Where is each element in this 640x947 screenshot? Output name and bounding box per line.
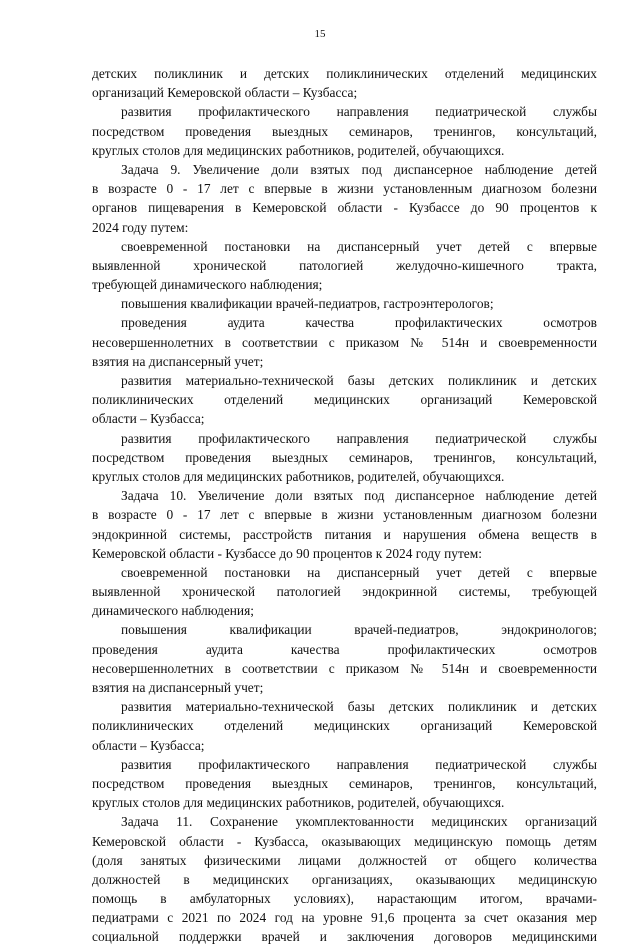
text-line: своевременной постановки на диспансерный учет детей с впервые	[121, 564, 597, 580]
text-line: в возрасте 0 - 17 лет с впервые в жизни установленным диагнозом болезни	[92, 181, 597, 197]
text-line: Задача 10. Увеличение доли взятых под диспансерное наблюдение детей	[121, 488, 597, 504]
text-line: выявленной хронической патологией желудочно-кишечного тракта,	[92, 257, 597, 273]
text-line: развития профилактического направления педиатрической службы	[121, 756, 597, 772]
text-line: Задача 9. Увеличение доли взятых под диспансерное наблюдение детей	[121, 161, 597, 177]
text-line: Кемеровской области - Кузбассе до 90 процентов к 2024 году путем:	[92, 545, 482, 561]
text-line: социальной поддержки врачей и заключения договоров медицинскими	[92, 929, 597, 945]
text-line: поликлинических отделений медицинских организаций Кемеровской	[92, 392, 597, 408]
text-line: круглых столов для медицинских работников, родителей, обучающихся.	[92, 142, 505, 158]
text-line: в возрасте 0 - 17 лет с впервые в жизни установленным диагнозом болезни	[92, 507, 597, 523]
text-line: проведения аудита качества профилактических осмотров	[121, 315, 597, 331]
text-line: своевременной постановки на диспансерный учет детей с впервые	[121, 238, 597, 254]
page-number: 15	[314, 28, 326, 40]
text-line: требующей динамического наблюдения;	[92, 277, 323, 293]
text-line: несовершеннолетних в соответствии с приказом № 514н и своевременности	[92, 334, 597, 350]
text-line: организаций Кемеровской области – Кузбасса;	[92, 85, 358, 101]
text-line: взятия на диспансерный учет;	[92, 353, 264, 369]
text-line: несовершеннолетних в соответствии с приказом № 514н и своевременности	[92, 660, 597, 676]
text-line: развития профилактического направления педиатрической службы	[121, 430, 597, 446]
text-line: посредством проведения выездных семинаров, тренингов, консультаций,	[92, 775, 597, 791]
text-line: развития профилактического направления педиатрической службы	[121, 104, 597, 120]
text-line: повышения квалификации врачей-педиатров, гастроэнтерологов;	[121, 296, 494, 312]
text-line: области – Кузбасса;	[92, 737, 205, 753]
text-line: выявленной хронической патологией эндокринной системы, требующей	[92, 584, 597, 600]
text-line: посредством проведения выездных семинаров, тренингов, консультаций,	[92, 123, 597, 139]
text-line: органов пищеварения в Кемеровской области - Кузбассе до 90 процентов к	[92, 200, 597, 216]
text-line: повышения квалификации врачей-педиатров, эндокринологов;	[121, 622, 597, 638]
text-line: взятия на диспансерный учет;	[92, 680, 264, 695]
text-line: динамического наблюдения;	[92, 603, 254, 619]
text-line: посредством проведения выездных семинаров, тренингов, консультаций,	[92, 449, 597, 465]
text-line: детских поликлиник и детских поликлинических отделений медицинских	[92, 66, 597, 81]
text-line: помощь в амбулаторных условиях), нарастающим итогом, врачами-	[92, 891, 597, 907]
text-line: должностей в медицинских организациях, оказывающих медицинскую	[92, 871, 597, 887]
text-line: Задача 11. Сохранение укомплектованности медицинских организаций	[121, 814, 597, 830]
text-line: развития материально-технической базы детских поликлиник и детских	[121, 373, 597, 388]
text-line: круглых столов для медицинских работников, родителей, обучающихся.	[92, 795, 505, 811]
text-line: поликлинических отделений медицинских организаций Кемеровской	[92, 718, 597, 734]
text-line: проведения аудита качества профилактических осмотров	[92, 641, 597, 657]
text-line: Кемеровской области - Кузбасса, оказывающих медицинскую помощь детям	[92, 833, 597, 849]
text-line: круглых столов для медицинских работников, родителей, обучающихся.	[92, 468, 505, 484]
text-line: развития материально-технической базы детских поликлиник и детских	[121, 699, 597, 715]
text-line: (доля занятых физическими лицами должностей от общего количества	[92, 852, 597, 868]
text-line: области – Кузбасса;	[92, 411, 205, 427]
document-body	[92, 64, 597, 947]
text-line: 2024 году путем:	[92, 219, 189, 235]
text-line: эндокринной системы, расстройств питания и нарушения обмена веществ в	[92, 526, 597, 542]
text-line: педиатрами с 2021 по 2024 год на уровне 91,6 процента за счет оказания мер	[92, 910, 597, 926]
